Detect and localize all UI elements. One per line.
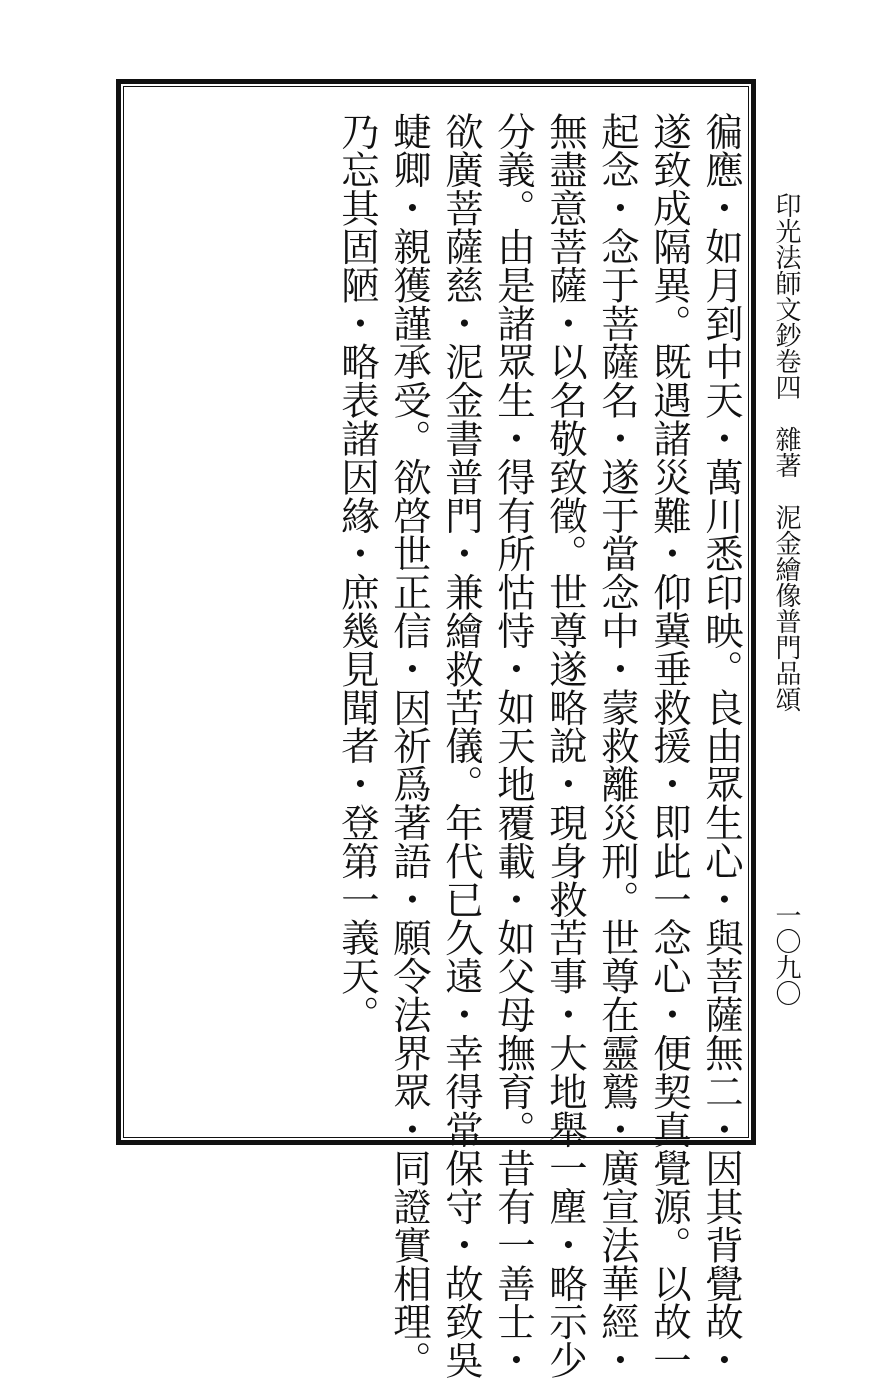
text-column-1: 徧應・如月到中天・萬川悉印映。良由眾生心・與菩薩無二・因其背覺故・: [698, 112, 743, 1379]
page-number: 一〇九〇: [771, 902, 801, 1006]
text-column-8: 乃忘其固陋・略表諸因緣・庶幾見聞者・登第一義天。: [334, 112, 379, 1034]
text-column-7: 蜨卿・親獲謹承受。欲啓世正信・因祈爲著語・願令法界眾・同證實相理。: [386, 112, 431, 1379]
text-column-4: 無盡意菩薩・以名敬致徵。世尊遂略說・現身救苦事・大地舉一塵・略示少: [542, 112, 587, 1379]
text-column-5: 分義。由是諸眾生・得有所怙恃・如天地覆載・如父母撫育。昔有一善士・: [490, 112, 535, 1379]
text-column-2: 遂致成隔異。既遇諸災難・仰冀垂救援・即此一念心・便契真覺源。以故一: [646, 112, 691, 1379]
running-header: 印光法師文鈔卷四 雜著 泥金繪像普門品頌: [771, 192, 801, 712]
text-column-6: 欲廣菩薩慈・泥金書普門・兼繪救苦儀。年代已久遠・幸得常保守・故致吳: [438, 112, 483, 1379]
text-column-3: 起念・念于菩薩名・遂于當念中・蒙救離災刑。世尊在靈鷲・廣宣法華經・: [594, 112, 639, 1379]
